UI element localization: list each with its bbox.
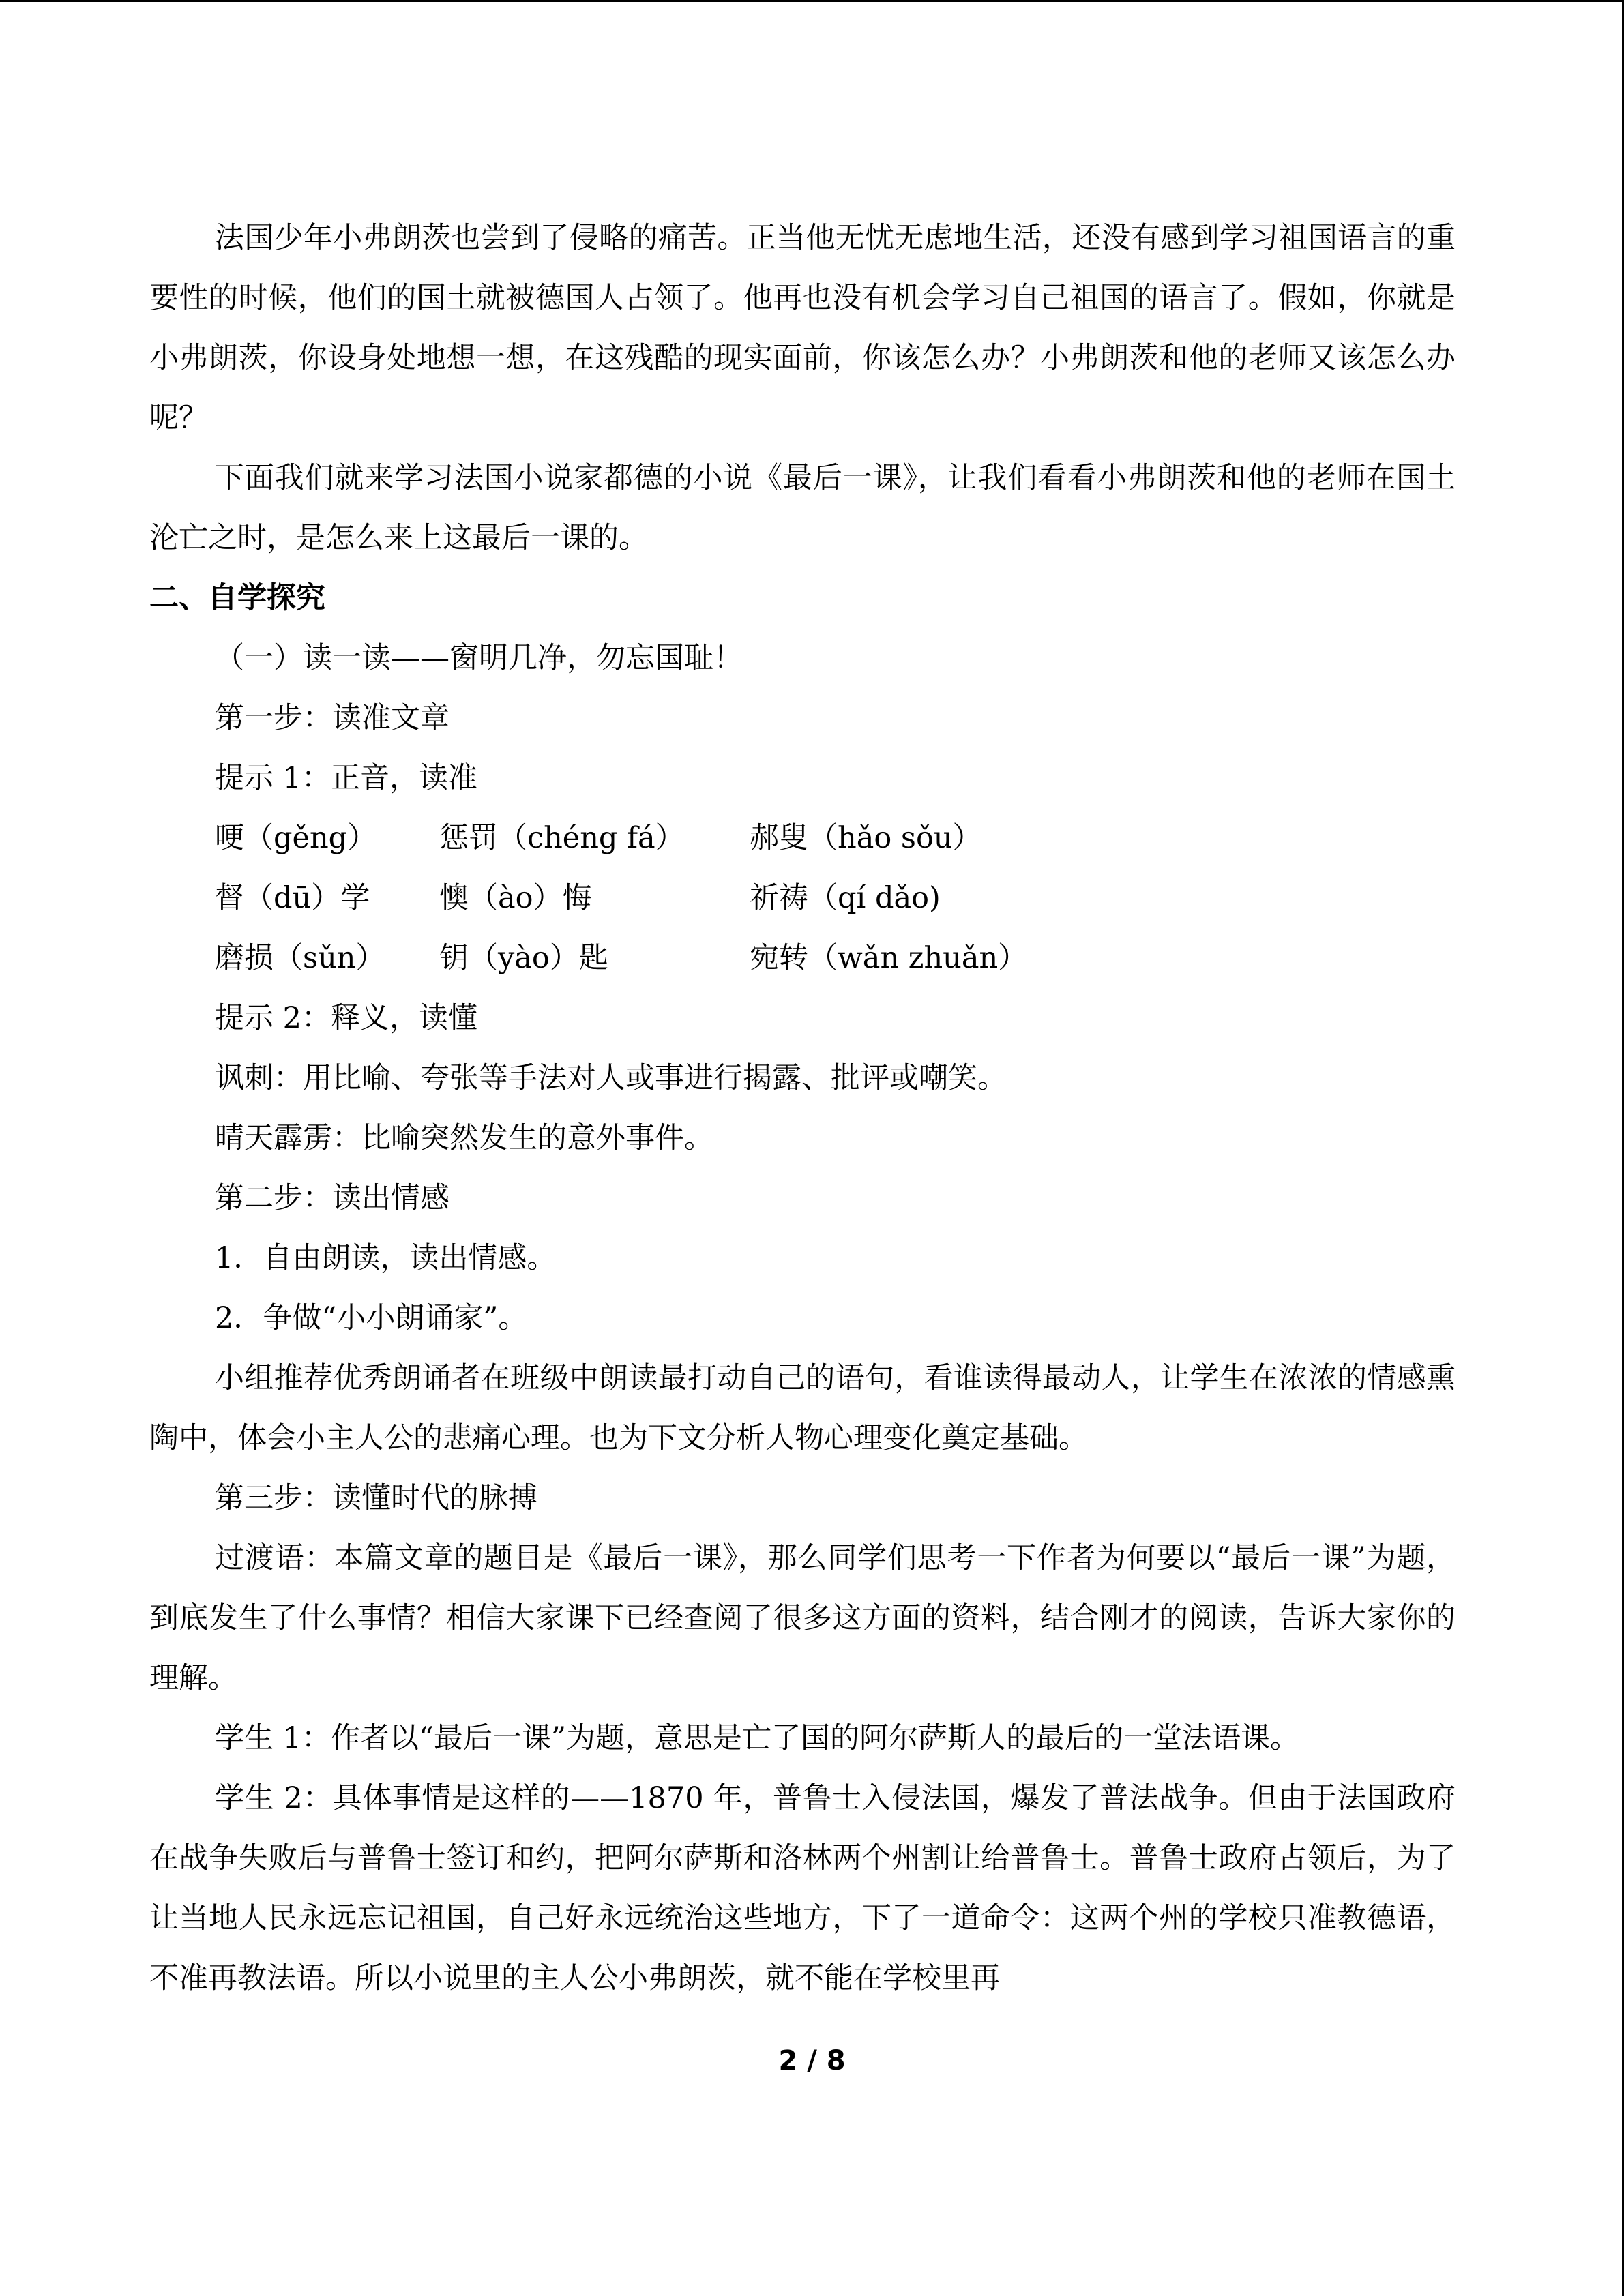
transition-paragraph: 过渡语：本篇文章的题目是《最后一课》，那么同学们思考一下作者为何要以“最后一课”为题，到底发生了什么事情？相信大家课下已经查阅了很多这方面的资料，结合刚才的阅读，告诉大家你的理解。	[149, 1541, 1456, 1695]
pinyin-word: 哽（gěng）	[215, 821, 377, 855]
pinyin-word: 磨损（sǔn）	[215, 941, 385, 975]
list-item-1: 1．自由朗读，读出情感。	[215, 1241, 557, 1275]
intro-paragraph-2: 下面我们就来学习法国小说家都德的小说《最后一课》，让我们看看小弗朗茨和他的老师在国土沦亡之时，是怎么来上这最后一课的。	[149, 461, 1456, 555]
student-1-paragraph: 学生 1：作者以“最后一课”为题，意思是亡了国的阿尔萨斯人的最后的一堂法语课。	[215, 1721, 1299, 1755]
pinyin-word: 懊（ào）悔	[439, 881, 592, 915]
step-2-title: 第二步：读出情感	[215, 1181, 449, 1215]
student-2-paragraph: 学生 2：具体事情是这样的——1870 年，普鲁士入侵法国，爆发了普法战争。但由于法国政府在战争失败后与普鲁士签订和约，把阿尔萨斯和洛林两个州割让给普鲁士。普鲁士政府占领后，为了让当地人民永远忘记祖国，自己好永远统治这些地方，下了一道命令：这两个州的学校只准教德语，不准再教法语。所以小说里的主人公小弗朗茨，就不能在学校里再	[149, 1781, 1456, 1995]
page-border-top	[0, 0, 1624, 2]
group-reading-paragraph: 小组推荐优秀朗诵者在班级中朗读最打动自己的语句，看谁读得最动人，让学生在浓浓的情感熏陶中，体会小主人公的悲痛心理。也为下文分析人物心理变化奠定基础。	[149, 1361, 1456, 1455]
pinyin-word: 祈祷（qí dǎo)	[750, 881, 941, 915]
definition-thunderbolt: 晴天霹雳：比喻突然发生的意外事件。	[215, 1121, 713, 1155]
hint-2: 提示 2：释义，读懂	[215, 1001, 478, 1035]
pinyin-row	[149, 928, 1456, 988]
pinyin-word: 钥（yào）匙	[439, 941, 608, 975]
pinyin-row	[149, 808, 1456, 868]
pinyin-word: 惩罚（chéng fá）	[439, 821, 685, 855]
pinyin-word: 督（dū）学	[215, 881, 370, 915]
step-1-title: 第一步：读准文章	[215, 701, 449, 735]
pinyin-word: 宛转（wǎn zhuǎn）	[750, 941, 1028, 975]
document-body	[149, 208, 1456, 2008]
section-heading: 二、自学探究	[149, 581, 325, 615]
hint-1: 提示 1：正音，读准	[215, 761, 478, 795]
subsection-title: （一）读一读——窗明几净，勿忘国耻！	[215, 641, 743, 675]
page-number: 2 / 8	[778, 2045, 846, 2076]
pinyin-row	[149, 868, 1456, 928]
list-item-2: 2．争做“小小朗诵家”。	[215, 1301, 528, 1335]
intro-paragraph-1: 法国少年小弗朗茨也尝到了侵略的痛苦。正当他无忧无虑地生活，还没有感到学习祖国语言的重要性的时候，他们的国土就被德国人占领了。他再也没有机会学习自己祖国的语言了。假如，你就是小弗朗茨，你设身处地想一想，在这残酷的现实面前，你该怎么办？小弗朗茨和他的老师又该怎么办呢？	[149, 221, 1456, 435]
definition-satire: 讽刺：用比喻、夸张等手法对人或事进行揭露、批评或嘲笑。	[215, 1061, 1007, 1095]
step-3-title: 第三步：读懂时代的脉搏	[215, 1481, 537, 1515]
pinyin-word: 郝叟（hǎo sǒu）	[750, 821, 982, 855]
